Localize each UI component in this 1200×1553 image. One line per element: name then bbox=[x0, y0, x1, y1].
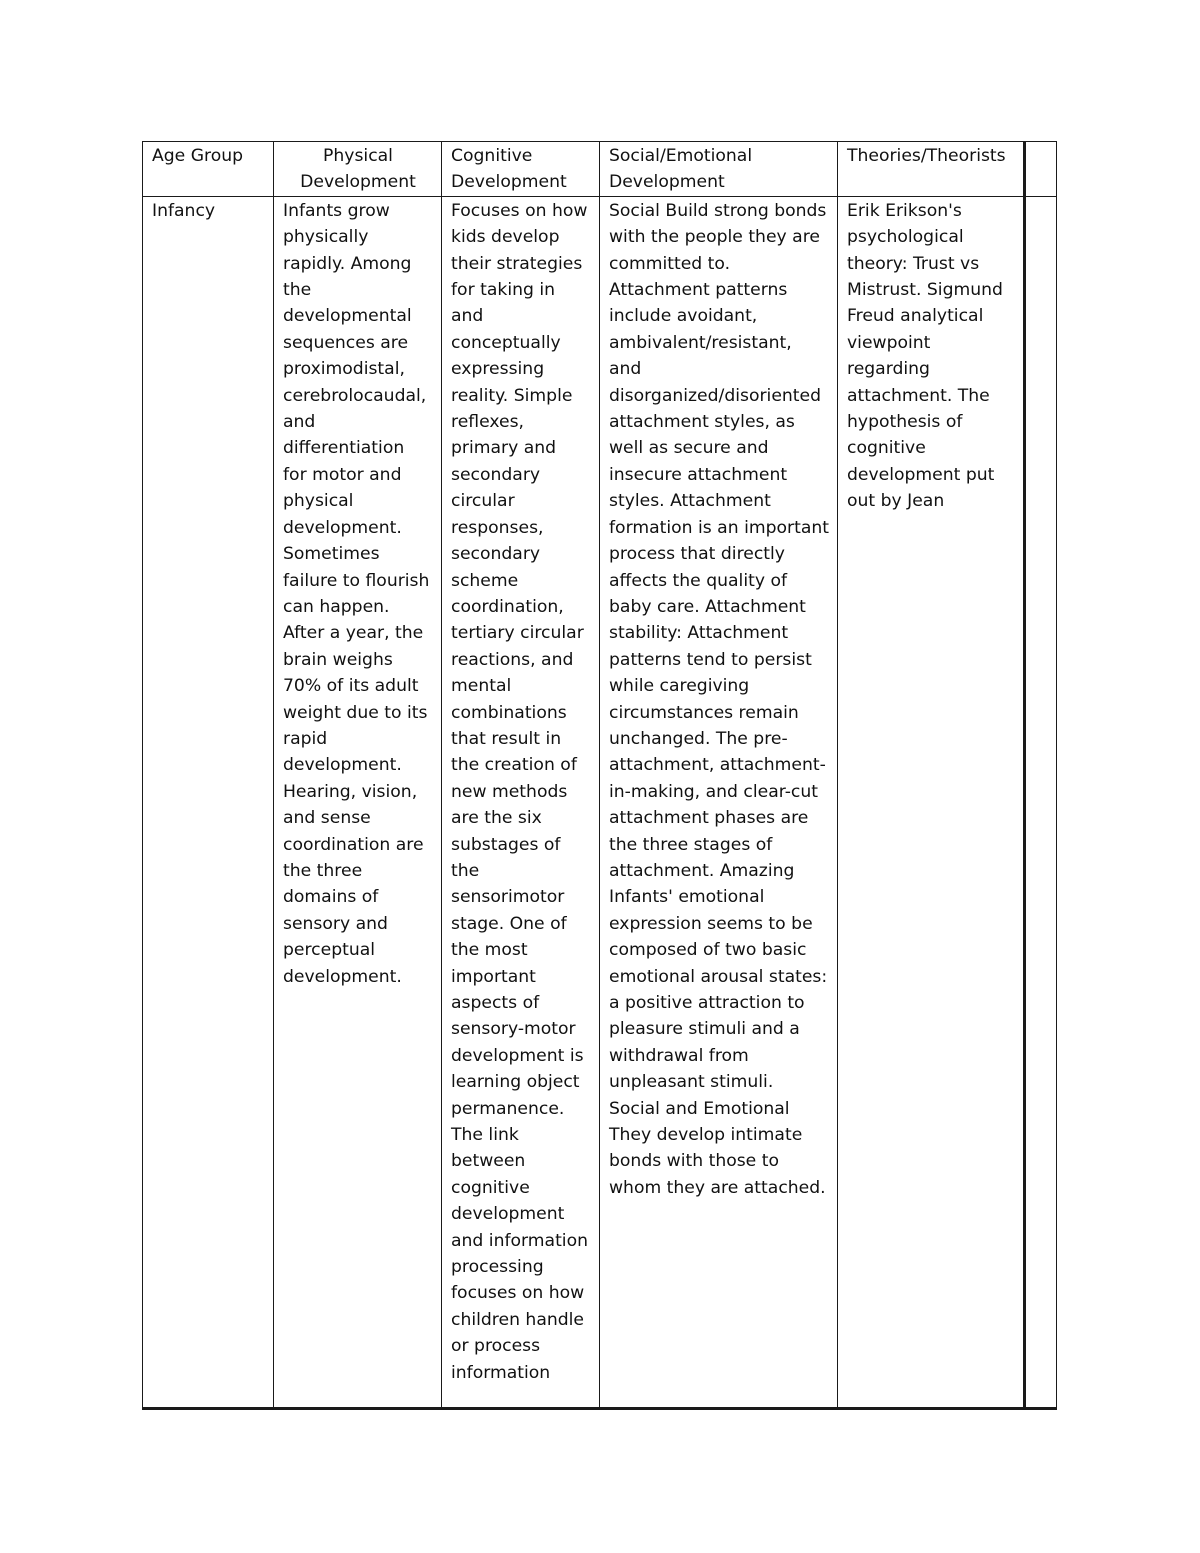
cell-age-group: Infancy bbox=[143, 196, 274, 1408]
header-age-group: Age Group bbox=[143, 142, 274, 197]
header-physical-development: Physical Development bbox=[274, 142, 442, 197]
development-table bbox=[142, 141, 1057, 1410]
cell-theories-theorists: Erik Erikson's psychological theory: Trust vs Mistrust. Sigmund Freud analytical viewpoint regarding attachment. The hypothesis of cognitive development put out by Jean bbox=[838, 196, 1025, 1408]
header-theories-theorists: Theories/Theorists bbox=[838, 142, 1025, 197]
header-cognitive-development: Cognitive Development bbox=[442, 142, 600, 197]
header-social-emotional-development: Social/Emotional Development bbox=[600, 142, 838, 197]
table-row bbox=[143, 196, 1057, 1408]
table-header-row bbox=[143, 142, 1057, 197]
cell-social-emotional-development: Social Build strong bonds with the people they are committed to. Attachment patterns include avoidant, ambivalent/resistant, and disorganized/disoriented attachment styles, as well as secure and insecure attachment styles. Attachment formation is an important process that directly affects the quality of baby care. Attachment stability: Attachment patterns tend to persist while caregiving circumstances remain unchanged. The pre-attachment, attachment-in-making, and clear-cut attachment phases are the three stages of attachment. Amazing Infants' emotional expression seems to be composed of two basic emotional arousal states: a positive attraction to pleasure stimuli and a withdrawal from unpleasant stimuli. Social and Emotional They develop intimate bonds with those to whom they are attached. bbox=[600, 196, 838, 1408]
cell-cognitive-development: Focuses on how kids develop their strategies for taking in and conceptually expressing reality. Simple reflexes, primary and secondary circular responses, secondary scheme coordination, tertiary circular reactions, and mental combinations that result in the creation of new methods are the six substages of the sensorimotor stage. One of the most important aspects of sensory-motor development is learning object permanence. The link between cognitive development and information processing focuses on how children handle or process information bbox=[442, 196, 600, 1408]
cell-empty bbox=[1025, 196, 1057, 1408]
header-empty-cell bbox=[1025, 142, 1057, 197]
cell-physical-development: Infants grow physically rapidly. Among the developmental sequences are proximodistal, cerebrolocaudal, and differentiation for motor and physical development. Sometimes failure to flourish can happen. After a year, the brain weighs 70% of its adult weight due to its rapid development. Hearing, vision, and sense coordination are the three domains of sensory and perceptual development. bbox=[274, 196, 442, 1408]
